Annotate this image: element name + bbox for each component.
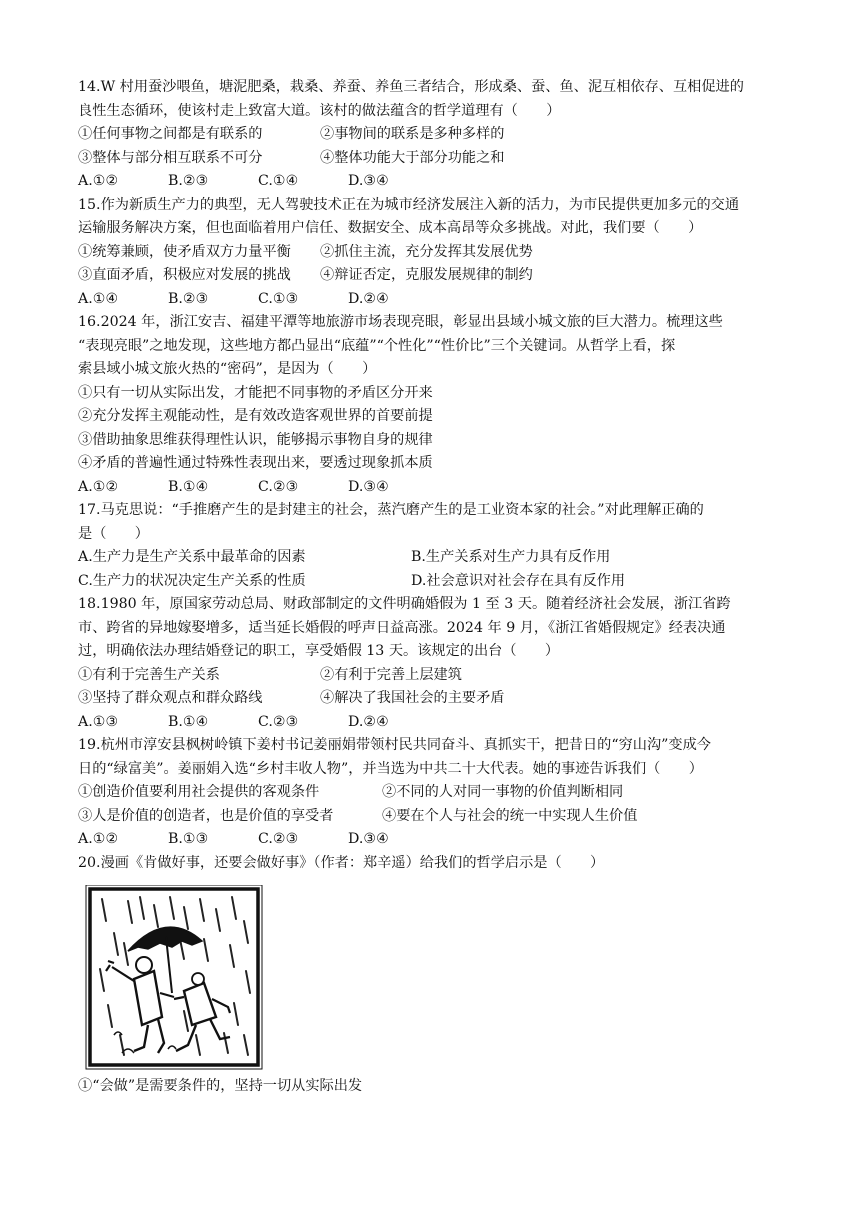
question-16-stem-line-3: 索县域小城文旅火热的“密码”，是因为（ ）	[78, 361, 377, 377]
question-15-stem-line-1: 15.作为新质生产力的典型，无人驾驶技术正在为城市经济发展注入新的活力，为市民提供更加多元的交通	[78, 196, 740, 213]
choice-d: D.③④	[348, 173, 389, 189]
choice-d: D.③④	[348, 478, 389, 495]
question-16-stem-line-1: 16.2024 年，浙江安吉、福建平潭等地旅游市场表现亮眼，彰显出县域小城文旅的巨大潜力。梳理这些	[78, 314, 723, 330]
option-2: ②事物间的联系是多种多样的	[320, 126, 505, 142]
choice-d: D.③④	[348, 831, 389, 847]
choice-b: B.②③	[168, 173, 209, 189]
question-20-stem: 20.漫画《肯做好事，还要会做好事》（作者：郑辛遥）给我们的哲学启示是（ ）	[78, 854, 605, 871]
choice-c: C.生产力的状况决定生产关系的性质	[78, 572, 306, 589]
choice-a: A.①④	[78, 290, 119, 307]
question-19-stem-line-1: 19.杭州市淳安县枫树岭镇下姜村书记姜丽娟带领村民共同奋斗、真抓实干，把昔日的“穷山沟”变成今	[78, 737, 711, 753]
question-16	[78, 311, 788, 499]
question-17	[78, 499, 788, 593]
choice-a: A.生产力是生产关系中最革命的因素	[78, 549, 306, 565]
choice-a: A.①②	[78, 478, 119, 495]
option-4: ④辩证否定，克服发展规律的制约	[320, 267, 533, 283]
option-4: ④要在个人与社会的统一中实现人生价值	[382, 807, 638, 824]
option-1: ①统筹兼顾，使矛盾双方力量平衡	[78, 243, 291, 260]
choice-b: B.②③	[168, 290, 209, 307]
choice-a: A.①②	[78, 831, 119, 847]
question-17-stem-line-2: 是（ ）	[78, 525, 149, 542]
option-3: ③借助抽象思维获得理性认识，能够揭示事物自身的规律	[78, 431, 433, 448]
option-1: ①“会做”是需要条件的，坚持一切从实际出发	[78, 1078, 363, 1094]
question-19-stem-line-2: 日的“绿富美”。姜丽娟入选“乡村丰收人物”，并当选为中共二十大代表。她的事迹告诉我们（ ）	[78, 760, 703, 777]
option-4: ④解决了我国社会的主要矛盾	[320, 690, 505, 706]
option-1: ①任何事物之间都是有联系的	[78, 126, 263, 142]
question-18-stem-line-3: 过，明确依法办理结婚登记的职工，享受婚假 13 天。该规定的出台（ ）	[78, 643, 560, 659]
option-2: ②不同的人对同一事物的价值判断相同	[382, 784, 624, 800]
question-20	[78, 852, 788, 1099]
choice-c: C.②③	[258, 831, 299, 847]
option-2: ②有利于完善上层建筑	[320, 666, 462, 683]
choice-a: A.①②	[78, 173, 119, 189]
question-14	[78, 76, 788, 194]
option-3: ③坚持了群众观点和群众路线	[78, 690, 263, 706]
option-3: ③人是价值的创造者，也是价值的享受者	[78, 807, 334, 824]
choice-c: C.②③	[258, 713, 299, 730]
choice-b: B.①④	[168, 478, 209, 495]
option-1: ①有利于完善生产关系	[78, 666, 220, 683]
cartoon-illustration	[84, 885, 264, 1071]
option-2: ②抓住主流，充分发挥其发展优势	[320, 243, 533, 260]
question-18	[78, 593, 788, 734]
question-14-stem-line-1: 14.W 村用蚕沙喂鱼，塘泥肥桑，栽桑、养蚕、养鱼三者结合，形成桑、蚕、鱼、泥互相依存、互相促进的	[78, 79, 744, 95]
option-3: ③直面矛盾，积极应对发展的挑战	[78, 267, 291, 283]
question-18-stem-line-2: 市、跨省的异地嫁娶增多，适当延长婚假的呼声日益高涨。2024 年 9 月，《浙江省婚假规定》经表决通	[78, 619, 726, 636]
exam-page	[78, 76, 788, 1099]
choice-d: D.社会意识对社会存在具有反作用	[411, 572, 626, 589]
choice-d: D.②④	[348, 290, 389, 307]
choice-c: C.②③	[258, 478, 299, 495]
choice-b: B.①③	[168, 831, 209, 847]
question-15	[78, 194, 788, 312]
choice-b: B.①④	[168, 713, 209, 730]
question-18-stem-line-1: 18.1980 年，原国家劳动总局、财政部制定的文件明确婚假为 1 至 3 天。随着经济社会发展，浙江省跨	[78, 596, 731, 612]
question-14-stem-line-2: 良性生态循环，使该村走上致富大道。该村的做法蕴含的哲学道理有（ ）	[78, 102, 561, 119]
option-3: ③整体与部分相互联系不可分	[78, 149, 263, 166]
choice-c: C.①④	[258, 173, 299, 189]
question-19	[78, 734, 788, 852]
question-16-stem-line-2: “表现亮眼”之地发现，这些地方都凸显出“底蕴”“个性化”“性价比”三个关键词。从哲学上看，探	[78, 337, 676, 354]
choice-a: A.①③	[78, 713, 119, 730]
option-2: ②充分发挥主观能动性，是有效改造客观世界的首要前提	[78, 408, 433, 424]
option-4: ④整体功能大于部分功能之和	[320, 149, 505, 166]
option-1: ①只有一切从实际出发，才能把不同事物的矛盾区分开来	[78, 384, 433, 401]
option-4: ④矛盾的普遍性通过特殊性表现出来，要透过现象抓本质	[78, 455, 433, 471]
question-15-stem-line-2: 运输服务解决方案，但也面临着用户信任、数据安全、成本高昂等众多挑战。对此，我们要（ ）	[78, 220, 703, 236]
choice-d: D.②④	[348, 713, 389, 730]
choice-b: B.生产关系对生产力具有反作用	[411, 549, 611, 565]
question-17-stem-line-1: 17.马克思说：“手推磨产生的是封建主的社会，蒸汽磨产生的是工业资本家的社会。”对此理解正确的	[78, 502, 704, 518]
option-1: ①创造价值要利用社会提供的客观条件	[78, 784, 320, 800]
choice-c: C.①③	[258, 290, 299, 307]
